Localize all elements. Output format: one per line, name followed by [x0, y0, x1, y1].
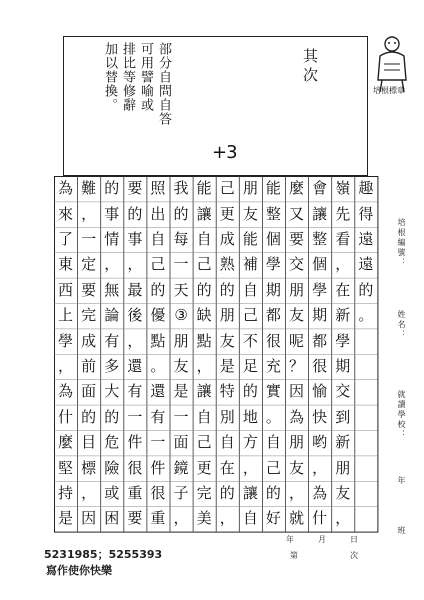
essay-character: 事 — [127, 230, 143, 248]
essay-character: 完 — [196, 484, 212, 502]
essay-character: 的 — [358, 280, 374, 299]
essay-character: 一 — [81, 230, 97, 248]
essay-character: 交 — [289, 255, 305, 274]
essay-character: 因 — [289, 382, 305, 401]
essay-character: 的 — [127, 204, 143, 223]
essay-character: 個 — [265, 230, 281, 248]
essay-character: 為 — [58, 179, 74, 198]
essay-character: 個 — [312, 255, 328, 274]
essay-character: 朋 — [219, 306, 235, 325]
essay-character: 一 — [150, 433, 166, 452]
essay-character: 點 — [150, 331, 166, 350]
essay-character: 情 — [104, 230, 120, 248]
essay-character: 什 — [58, 407, 74, 426]
essay-character: 還 — [127, 357, 143, 375]
essay-character: 愉 — [312, 382, 328, 401]
essay-character: 整 — [265, 204, 281, 223]
essay-character: 大 — [104, 382, 120, 401]
essay-character: 要 — [289, 230, 305, 248]
essay-character: 麼 — [289, 179, 305, 198]
essay-character: ， — [173, 509, 189, 528]
essay-character: 朋 — [289, 433, 305, 452]
essay-character: 鏡 — [173, 458, 189, 477]
essay-character: 友 — [219, 331, 235, 350]
essay-character: ， — [335, 255, 351, 274]
essay-character: 更 — [196, 458, 212, 477]
essay-character: 很 — [265, 331, 281, 350]
essay-character: 學 — [58, 331, 74, 350]
score-mark: +3 — [212, 142, 237, 163]
essay-character: 讓 — [196, 204, 212, 223]
essay-character: ③ — [174, 306, 188, 325]
essay-character: 的 — [219, 484, 235, 502]
comment-line: 加以替換。 — [102, 42, 117, 112]
essay-character: 完 — [81, 306, 97, 325]
essay-character: 危 — [104, 433, 120, 452]
essay-character: 趣 — [358, 179, 374, 198]
essay-character: 美 — [196, 509, 212, 528]
essay-character: 看 — [335, 230, 351, 248]
essay-character: 足 — [242, 357, 258, 375]
essay-character: 是 — [58, 509, 74, 528]
essay-character: 別 — [219, 407, 235, 426]
essay-character: 來 — [58, 204, 74, 223]
essay-character: 困 — [104, 509, 120, 528]
essay-character: 西 — [58, 280, 74, 299]
essay-character: 很 — [150, 484, 166, 502]
essay-character: 重 — [150, 509, 166, 528]
essay-character: 學 — [312, 280, 328, 299]
essay-character: 期 — [335, 357, 351, 375]
essay-character: 無 — [104, 280, 120, 299]
essay-character: 的 — [104, 407, 120, 426]
essay-character: 點 — [196, 331, 212, 350]
essay-character: 哟 — [312, 433, 328, 452]
essay-character: 的 — [242, 382, 258, 401]
essay-character: 有 — [104, 331, 120, 350]
school-label: 就讀學校： — [397, 390, 406, 440]
page-prefix-label: 第 — [290, 551, 298, 560]
essay-character: 地 — [242, 407, 258, 426]
essay-character: 件 — [127, 433, 143, 452]
essay-character: 天 — [173, 280, 189, 299]
essay-character: 熟 — [219, 255, 235, 274]
comment-line: 可用譬喻或 — [138, 42, 153, 112]
essay-character: ， — [81, 484, 97, 502]
essay-character: ， — [242, 458, 258, 477]
essay-character: ， — [81, 204, 97, 223]
essay-character: 學 — [335, 331, 351, 350]
essay-character: 為 — [58, 382, 74, 401]
comment-line: 排比等修辭 — [120, 42, 135, 112]
essay-character: 要 — [127, 509, 143, 528]
essay-character: 都 — [265, 306, 281, 325]
essay-character: ？ — [289, 357, 305, 375]
essay-character: 新 — [335, 433, 351, 452]
essay-character: 不 — [242, 331, 258, 350]
essay-character: 實 — [265, 382, 281, 401]
essay-character: 自 — [196, 407, 212, 426]
essay-character: 前 — [81, 357, 97, 375]
essay-character: 事 — [104, 204, 120, 223]
essay-character: 後 — [127, 306, 143, 325]
essay-character: 一 — [173, 407, 189, 426]
essay-character: 自 — [196, 230, 212, 248]
essay-character: 很 — [312, 357, 328, 375]
essay-character: 要 — [127, 179, 143, 198]
essay-character: 友 — [335, 484, 351, 502]
classroom-label: 班 — [397, 526, 406, 536]
essay-character: 優 — [150, 306, 166, 325]
contact-phone: 5231985；5255393 — [44, 548, 163, 561]
essay-character: 面 — [173, 433, 189, 452]
essay-character: 新 — [335, 306, 351, 325]
essay-character: 更 — [219, 204, 235, 223]
essay-character: 會 — [312, 179, 328, 198]
essay-character: 要 — [81, 280, 97, 299]
essay-character: 朋 — [335, 458, 351, 477]
essay-character: 補 — [242, 255, 258, 274]
date-year-label: 年 — [286, 535, 294, 544]
essay-character: 就 — [289, 509, 305, 528]
essay-character: 期 — [265, 280, 281, 299]
essay-character: 持 — [58, 484, 74, 502]
essay-character: 嶺 — [335, 179, 351, 198]
essay-character: 呢 — [289, 331, 305, 350]
essay-character: 麼 — [58, 433, 74, 452]
essay-character: 照 — [150, 179, 166, 198]
comment-text — [70, 42, 170, 152]
essay-character: 。 — [265, 407, 281, 426]
essay-character: ， — [104, 255, 120, 274]
essay-character: 好 — [265, 509, 281, 528]
essay-character: 自 — [265, 433, 281, 452]
essay-character: 的 — [196, 280, 212, 299]
essay-character: 期 — [312, 306, 328, 325]
footer-slogan: 寫作使你快樂 — [46, 564, 112, 577]
essay-character: 什 — [312, 509, 328, 528]
essay-character: 。 — [358, 306, 374, 325]
essay-character: ， — [335, 509, 351, 528]
essay-character: 能 — [265, 179, 281, 198]
essay-character: 上 — [58, 306, 74, 325]
essay-character: 學 — [265, 255, 281, 274]
essay-character: ， — [127, 255, 143, 274]
essay-character: 是 — [219, 357, 235, 375]
essay-character: 讓 — [196, 382, 212, 401]
essay-character: 己 — [150, 255, 166, 274]
essay-character: 一 — [127, 407, 143, 426]
name-label: 姓名： — [397, 310, 406, 340]
badge-label: 培根標章 — [373, 86, 405, 95]
essay-character: 又 — [289, 204, 305, 223]
essay-character: 友 — [242, 204, 258, 223]
essay-character: 為 — [312, 484, 328, 502]
essay-character: 的 — [265, 484, 281, 502]
essay-character: 自 — [219, 433, 235, 452]
date-day-label: 日 — [350, 535, 358, 544]
essay-character: ， — [58, 357, 74, 375]
essay-character: 。 — [150, 357, 166, 375]
essay-character: 整 — [312, 230, 328, 248]
essay-character: 有 — [127, 382, 143, 401]
essay-character: 目 — [81, 433, 97, 452]
essay-character: 友 — [173, 357, 189, 375]
essay-character: 充 — [265, 357, 281, 375]
essay-character: 友 — [289, 458, 305, 477]
essay-character: 的 — [173, 204, 189, 223]
essay-character: 己 — [265, 458, 281, 477]
essay-character: 了 — [58, 230, 74, 248]
student-id-label: 培根編號： — [397, 218, 406, 268]
essay-character: 讓 — [312, 204, 328, 223]
essay-character: 特 — [219, 382, 235, 401]
essay-character: 面 — [81, 382, 97, 401]
essay-character: 很 — [127, 458, 143, 477]
essay-character: 最 — [127, 280, 143, 299]
essay-character: 朋 — [289, 280, 305, 299]
essay-character: 堅 — [58, 458, 74, 477]
essay-character: 的 — [150, 280, 166, 299]
essay-character: 快 — [312, 407, 328, 426]
essay-character: 己 — [219, 179, 235, 198]
essay-character: 自 — [242, 509, 258, 528]
essay-character: 件 — [150, 458, 166, 477]
essay-character: 子 — [173, 484, 189, 502]
essay-character: 每 — [173, 230, 189, 248]
essay-character: 難 — [81, 179, 97, 198]
essay-character: 得 — [358, 204, 374, 223]
essay-character: 能 — [196, 179, 212, 198]
essay-character: 還 — [150, 382, 166, 401]
essay-character: 朋 — [173, 331, 189, 350]
essay-character: 都 — [312, 331, 328, 350]
essay-character: 在 — [335, 280, 351, 299]
essay-character: 成 — [219, 230, 235, 248]
essay-character: 為 — [289, 407, 305, 426]
essay-character: 己 — [242, 306, 258, 325]
essay-character: 多 — [104, 357, 120, 375]
essay-character: 因 — [81, 509, 97, 528]
essay-character: 是 — [173, 382, 189, 401]
essay-character: 自 — [242, 280, 258, 299]
essay-character: 定 — [81, 255, 97, 274]
essay-character: ， — [196, 357, 212, 375]
essay-character: 的 — [104, 179, 120, 198]
essay-character: 遠 — [358, 230, 374, 248]
grade-label: 年 — [397, 476, 406, 486]
essay-character: 標 — [81, 458, 97, 477]
essay-character: ， — [312, 458, 328, 477]
essay-character: 成 — [81, 331, 97, 350]
essay-character: 東 — [58, 255, 74, 274]
essay-character: 己 — [196, 255, 212, 274]
essay-character: 我 — [173, 179, 189, 198]
essay-character: 有 — [150, 407, 166, 426]
essay-character: 能 — [242, 230, 258, 248]
comment-line: 部分自問自答 — [156, 42, 171, 126]
essay-character: ， — [289, 484, 305, 502]
essay-character: 險 — [104, 458, 120, 477]
comment-title: 其次 — [301, 48, 319, 86]
essay-character: 朋 — [242, 179, 258, 198]
essay-character: 先 — [335, 204, 351, 223]
essay-character: 自 — [150, 230, 166, 248]
essay-character: 出 — [150, 204, 166, 223]
essay-character: ， — [219, 509, 235, 528]
essay-character: 遠 — [358, 255, 374, 274]
essay-character: 己 — [196, 433, 212, 452]
essay-character: 一 — [173, 255, 189, 274]
date-month-label: 月 — [318, 535, 326, 544]
essay-character: 在 — [219, 458, 235, 477]
essay-character: 論 — [104, 306, 120, 325]
essay-character: 的 — [81, 407, 97, 426]
essay-character: 交 — [335, 382, 351, 401]
essay-character: 友 — [289, 306, 305, 325]
essay-character: 到 — [335, 407, 351, 426]
essay-character: 重 — [127, 484, 143, 502]
essay-character: 讓 — [242, 484, 258, 502]
essay-character: 缺 — [196, 306, 212, 325]
count-label: 次 — [350, 551, 358, 560]
essay-character: 的 — [219, 280, 235, 299]
essay-character: 或 — [104, 484, 120, 502]
essay-character: 方 — [242, 433, 258, 452]
essay-character: ， — [127, 331, 143, 350]
